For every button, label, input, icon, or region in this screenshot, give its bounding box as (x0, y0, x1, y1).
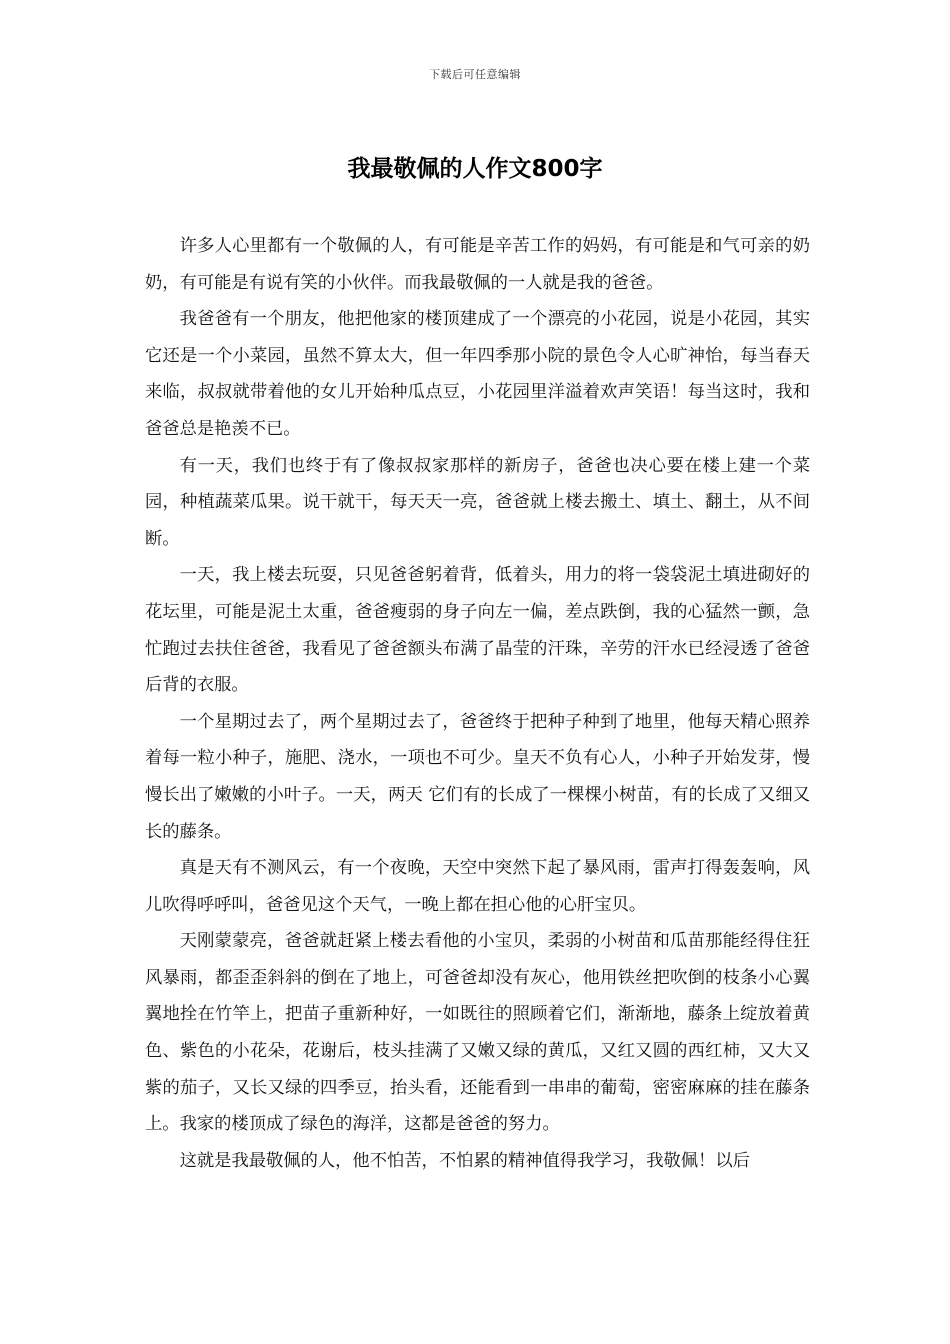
document-title: 我最敬佩的人作文800字 (347, 156, 603, 182)
paragraph: 这就是我最敬佩的人，他不怕苦，不怕累的精神值得我学习，我敬佩！以后 (179, 1150, 750, 1171)
paragraph: 一天，我上楼去玩耍，只见爸爸躬着背，低着头，用力的将一袋袋泥土填进砌好的花坛里，可能是泥土太重，爸爸瘦弱的身子向左一偏，差点跌倒，我的心猛然一颤，急忙跑过去扶住爸爸，我看见了爸爸额头布满了晶莹的汗珠，辛劳的汗水已经浸透了爸爸后背的衣服。 (145, 565, 810, 696)
paragraph: 真是天有不测风云，有一个夜晚，天空中突然下起了暴风雨，雷声打得轰轰响，风儿吹得呼呼叫，爸爸见这个天气，一晚上都在担心他的心肝宝贝。 (145, 858, 810, 915)
paragraph: 许多人心里都有一个敬佩的人，有可能是辛苦工作的妈妈，有可能是和气可亲的奶奶，有可能是有说有笑的小伙伴。而我最敬佩的一人就是我的爸爸。 (145, 236, 810, 293)
paragraph: 我爸爸有一个朋友，他把他家的楼顶建成了一个漂亮的小花园，说是小花园，其实它还是一个小菜园，虽然不算太大，但一年四季那小院的景色令人心旷神怡，每当春天来临，叔叔就带着他的女儿开始种瓜点豆，小花园里洋溢着欢声笑语！每当这时，我和爸爸总是艳羡不已。 (145, 309, 810, 439)
paragraph: 有一天，我们也终于有了像叔叔家那样的新房子，爸爸也决心要在楼上建一个菜园，种植蔬菜瓜果。说干就干，每天天一亮，爸爸就上楼去搬土、填土、翻土，从不间断。 (145, 455, 810, 549)
paragraph: 天刚蒙蒙亮，爸爸就赶紧上楼去看他的小宝贝，柔弱的小树苗和瓜苗那能经得住狂风暴雨，都歪歪斜斜的倒在了地上，可爸爸却没有灰心，他用铁丝把吹倒的枝条小心翼翼地拴在竹竿上，把苗子重新种好，一如既往的照顾着它们，渐渐地，藤条上绽放着黄色、紫色的小花朵，花谢后，枝头挂满了又嫩又绿的黄瓜，又红又圆的西红柿，又大又紫的茄子，又长又绿的四季豆，抬头看，还能看到一串串的葡萄，密密麻麻的挂在藤条上。我家的楼顶成了绿色的海洋，这都是爸爸的努力。 (145, 931, 810, 1135)
header-note: 下载后可任意编辑 (429, 68, 521, 81)
paragraph: 一个星期过去了，两个星期过去了，爸爸终于把种子种到了地里，他每天精心照养着每一粒小种子，施肥、浇水，一项也不可少。皇天不负有心人，小种子开始发芽，慢慢长出了嫩嫩的小叶子。一天，两天 它们有的长成了一棵棵小树苗，有的长成了又细又长的藤条。 (145, 711, 810, 842)
document-body (145, 228, 810, 1179)
